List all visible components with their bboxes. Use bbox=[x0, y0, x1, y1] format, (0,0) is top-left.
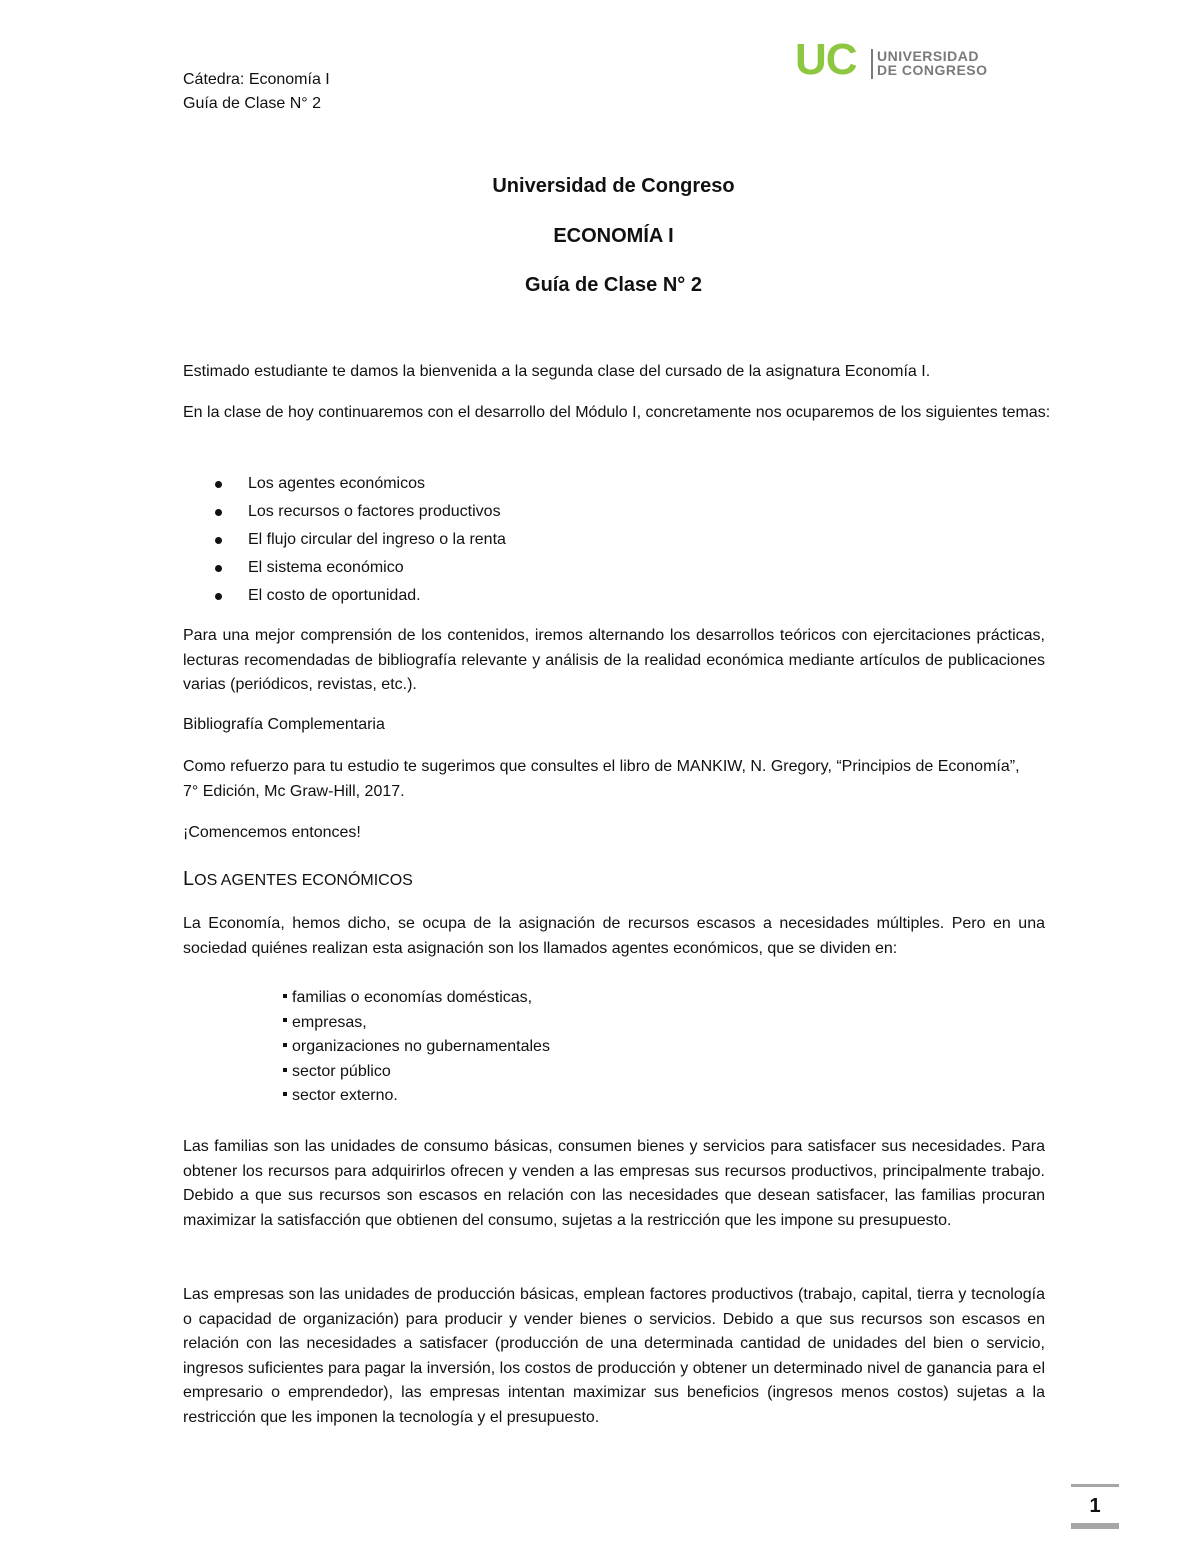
companies-paragraph: Las empresas son las unidades de producción básicas, emplean factores productivos (trabajo, capital, tierra y tecnología o capacidad de organización) para producir y vender bienes o servicios. Debido a que sus recursos son escasos en relación con las necesidades a satisfacer (producción de una determinada cantidad de unidades del bien o servicio, ingresos suficientes para pagar la inversión, los costos de producción y obtener un determinado nivel de ganancia para el empresario o emprendedor), las empresas intentan maximizar sus beneficios (ingresos menos costos) sujetas a la restricción que les imponen la tecnología y el presupuesto. bbox=[183, 1286, 1045, 1426]
logo-divider bbox=[871, 49, 873, 79]
square-bullet-icon bbox=[283, 1068, 287, 1072]
list-item: El sistema económico bbox=[183, 554, 506, 582]
list-item-label: organizaciones no gubernamentales bbox=[292, 1038, 550, 1056]
list-item bbox=[283, 1011, 550, 1036]
families-paragraph: Las familias son las unidades de consumo básicas, consumen bienes y servicios para satisfacer sus necesidades. Para obtener los recursos para adquirirlos ofrecen y venden a las empresas sus recursos productivos, principalmente trabajo. Debido a que sus recursos son escasos en relación con las necesidades que desean satisfacer, las familias procuran maximizar la satisfacción que obtienen del consumo, sujetas a la restricción que les impone su presupuesto. bbox=[183, 1138, 1045, 1229]
list-item: El flujo circular del ingreso o la renta bbox=[183, 526, 506, 554]
method-paragraph: Para una mejor comprensión de los contenidos, iremos alternando los desarrollos teóricos con ejercitaciones prácticas, lecturas recomendadas de bibliografía relevante y análisis de la realidad económica mediante artículos de publicaciones varias (periódicos, revistas, etc.). bbox=[183, 627, 1045, 693]
list-item bbox=[283, 986, 550, 1011]
page-number: 1 bbox=[1089, 1495, 1101, 1517]
list-item-label: sector externo. bbox=[292, 1087, 398, 1105]
list-item bbox=[283, 1035, 550, 1060]
agents-list bbox=[283, 986, 550, 1109]
list-item: El costo de oportunidad. bbox=[183, 582, 506, 610]
title-guide: Guía de Clase N° 2 bbox=[525, 274, 702, 296]
logo-name bbox=[877, 49, 988, 77]
list-item-label: empresas, bbox=[292, 1013, 367, 1031]
square-bullet-icon bbox=[283, 994, 287, 998]
page-number-rule-top bbox=[1071, 1484, 1119, 1487]
title-subject: ECONOMÍA I bbox=[553, 225, 674, 247]
list-item bbox=[283, 1084, 550, 1109]
agents-intro-paragraph: La Economía, hemos dicho, se ocupa de la asignación de recursos escasos a necesidades múltiples. Pero en una sociedad quiénes realizan esta asignación son los llamados agentes económicos, que se dividen en: bbox=[183, 915, 1045, 957]
bibliography-heading: Bibliografía Complementaria bbox=[183, 716, 385, 733]
title-university: Universidad de Congreso bbox=[492, 175, 735, 197]
logo-line-1: UNIVERSIDAD bbox=[877, 48, 979, 64]
logo-letters: UC bbox=[795, 35, 857, 84]
header-guide: Guía de Clase N° 2 bbox=[183, 95, 322, 112]
header-course: Cátedra: Economía I bbox=[183, 71, 330, 88]
list-item: Los agentes económicos bbox=[183, 470, 506, 498]
university-logo bbox=[795, 35, 1005, 84]
page-header bbox=[183, 68, 330, 116]
square-bullet-icon bbox=[283, 1092, 287, 1096]
list-item bbox=[283, 1060, 550, 1085]
list-item-label: familias o economías domésticas, bbox=[292, 989, 533, 1006]
section-heading-rest: OS AGENTES ECONÓMICOS bbox=[194, 872, 413, 889]
bibliography-paragraph: Como refuerzo para tu estudio te sugerimos que consultes el libro de MANKIW, N. Gregory, “Principios de Economía”, 7° Edición, Mc Graw-Hill, 2017. bbox=[183, 758, 1020, 800]
list-item-label: sector público bbox=[292, 1062, 391, 1080]
section-heading-initial: L bbox=[183, 868, 195, 890]
section-heading bbox=[183, 867, 413, 893]
today-paragraph: En la clase de hoy continuaremos con el desarrollo del Módulo I, concretamente nos ocuparemos de los siguientes temas: bbox=[183, 404, 1051, 421]
welcome-paragraph: Estimado estudiante te damos la bienvenida a la segunda clase del cursado de la asignatura Economía I. bbox=[183, 363, 931, 380]
topics-list bbox=[183, 470, 506, 610]
page-number-rule-bottom bbox=[1071, 1523, 1119, 1529]
logo-line-2: DE CONGRESO bbox=[877, 62, 988, 78]
list-item: Los recursos o factores productivos bbox=[183, 498, 506, 526]
square-bullet-icon bbox=[283, 1018, 287, 1022]
start-paragraph: ¡Comencemos entonces! bbox=[183, 824, 361, 841]
square-bullet-icon bbox=[283, 1043, 287, 1047]
